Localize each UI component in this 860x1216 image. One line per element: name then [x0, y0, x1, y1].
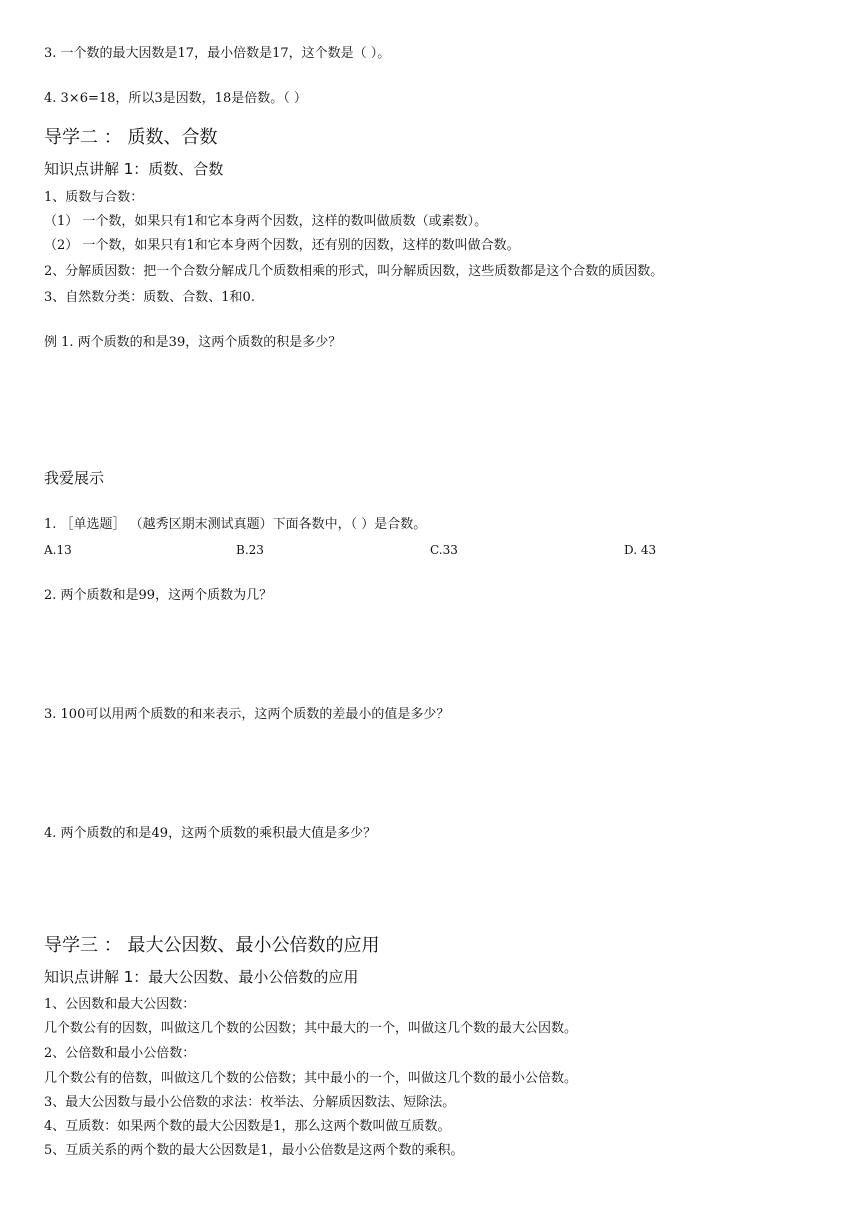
section-3-point: 4、互质数：如果两个数的最大公因数是1，那么这两个数叫做互质数。 [44, 1119, 451, 1134]
section-3-point: 几个数公有的倍数，叫做这几个数的公倍数；其中最小的一个，叫做这几个数的最小公倍数。 [44, 1071, 578, 1086]
show-title: 我爱展示 [44, 469, 105, 487]
section-2-point: （1） 一个数，如果只有1和它本身两个因数，这样的数叫做质数（或素数）。 [44, 214, 488, 229]
section-3-point: 3、最大公因数与最小公倍数的求法：枚举法、分解质因数法、短除法。 [44, 1095, 456, 1110]
section-2-point: （2） 一个数，如果只有1和它本身两个因数，还有别的因数，这样的数叫做合数。 [44, 238, 520, 253]
option-c: C.33 [430, 543, 458, 557]
section-3-heading: 导学三 ： 最大公因数、最小公倍数的应用 [44, 935, 380, 956]
show-question-4: 4. 两个质数的和是49，这两个质数的乘积最大值是多少？ [44, 826, 377, 841]
option-d: D. 43 [624, 543, 657, 557]
section-2-subheading: 知识点讲解 1：质数、合数 [44, 160, 224, 178]
section-2-heading: 导学二 ： 质数、合数 [44, 127, 218, 148]
example-1: 例 1. 两个质数的和是39，这两个质数的积是多少？ [44, 335, 342, 350]
question-3: 3. 一个数的最大因数是17，最小倍数是17，这个数是（ ）。 [44, 46, 391, 61]
section-3-subheading: 知识点讲解 1：最大公因数、最小公倍数的应用 [44, 968, 359, 986]
question-4: 4. 3×6=18，所以3是因数，18是倍数。（ ） [44, 91, 307, 106]
show-question-3: 3. 100可以用两个质数的和来表示，这两个质数的差最小的值是多少？ [44, 707, 450, 722]
section-2-point: 2、分解质因数：把一个合数分解成几个质数相乘的形式，叫分解质因数，这些质数都是这个合数的质因数。 [44, 264, 664, 279]
option-a: A.13 [44, 543, 72, 557]
option-b: B.23 [236, 543, 264, 557]
section-2-point: 1、质数与合数： [44, 190, 144, 205]
show-question-1: 1. ［单选题］ （越秀区期末测试真题）下面各数中，（ ）是合数。 [44, 517, 427, 532]
section-2-point: 3、自然数分类：质数、合数、1和0. [44, 290, 255, 305]
section-3-point: 2、公倍数和最小公倍数： [44, 1046, 196, 1061]
section-3-point: 1、公因数和最大公因数： [44, 997, 196, 1012]
section-3-point: 几个数公有的因数，叫做这几个数的公因数；其中最大的一个，叫做这几个数的最大公因数。 [44, 1021, 578, 1036]
show-question-2: 2. 两个质数和是99，这两个质数为几？ [44, 588, 273, 603]
section-3-point: 5、互质关系的两个数的最大公因数是1，最小公倍数是这两个数的乘积。 [44, 1143, 464, 1158]
